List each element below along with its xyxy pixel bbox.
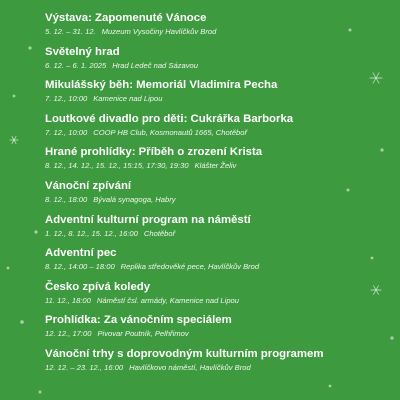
event-date: 8. 12., 14. 12., 15. 12., 15:15, 17:30, 19:30 — [45, 161, 189, 171]
event-date: 6. 12. – 6. 1. 2025 — [45, 60, 107, 70]
event-place: COOP HB Club, Kosmonautů 1665, Chotěboř — [93, 127, 248, 137]
event-details — [45, 362, 395, 373]
event-item — [45, 179, 395, 213]
event-place: Replika středověké pece, Havlíčkův Brod — [120, 262, 260, 272]
event-title: Česko zpívá koledy — [45, 280, 151, 293]
event-place: Chotěboř — [143, 228, 176, 238]
event-date: 5. 12. – 31. 12. — [45, 27, 96, 36]
event-title: Vánoční zpívání — [45, 179, 132, 192]
event-date: 8. 12., 14:00 – 18:00 — [45, 262, 115, 272]
event-item — [45, 78, 395, 112]
event-date: 8. 12., 18:00 — [45, 194, 88, 204]
snow-dot-icon — [39, 391, 42, 394]
snow-dot-icon — [20, 320, 24, 324]
event-title: Výstava: Zapomenuté Vánoce — [45, 12, 207, 24]
snow-dot-icon — [28, 46, 31, 49]
event-place: Bývalá synagoga, Habry — [93, 194, 176, 204]
event-item — [45, 11, 395, 45]
event-details — [45, 60, 395, 71]
event-item — [45, 280, 395, 314]
event-place: Pivovar Poutník, Pelhřimov — [97, 329, 189, 339]
event-title: Mikulášský běh: Memoriál Vladimíra Pecha — [45, 79, 278, 92]
snow-dot-icon — [34, 230, 37, 233]
event-details — [45, 160, 395, 171]
event-title: Hrané prohlídky: Příběh o zrození Krista — [45, 146, 263, 159]
event-item — [45, 313, 395, 347]
event-item — [45, 213, 395, 247]
event-item — [45, 45, 395, 79]
event-details — [45, 127, 395, 138]
event-list — [45, 11, 395, 381]
event-details — [45, 261, 395, 272]
event-title: Adventní pec — [45, 247, 117, 260]
event-date: 7. 12., 10:00 — [45, 94, 88, 104]
snow-dot-icon — [7, 267, 10, 270]
event-date: 7. 12., 10:00 — [45, 127, 88, 137]
event-details — [45, 295, 395, 306]
event-details — [45, 93, 395, 104]
snow-dot-icon — [329, 385, 332, 388]
event-title: Adventní kulturní program na náměstí — [45, 213, 251, 226]
event-details — [45, 26, 395, 37]
event-item — [45, 112, 395, 146]
event-details — [45, 228, 395, 239]
event-date: 1. 12., 8. 12., 15. 12., 16:00 — [45, 228, 138, 238]
event-date: 11. 12., 18:00 — [45, 295, 91, 305]
event-date: 12. 12., 17:00 — [45, 329, 92, 339]
event-title: Vánoční trhy s doprovodným kulturním programem — [45, 347, 324, 360]
event-place: Klášter Želiv — [194, 161, 237, 171]
event-date: 12. 12. – 23. 12., 16:00 — [45, 362, 124, 372]
event-place: Hrad Ledeč nad Sázavou — [112, 60, 198, 70]
event-title: Loutkové divadlo pro děti: Cukrářka Barborka — [45, 112, 294, 125]
event-place: Náměstí čsl. armády, Kamenice nad Lipou — [96, 295, 239, 305]
event-place: Havlíčkovo náměstí, Havlíčkův Brod — [129, 362, 251, 372]
event-details — [45, 328, 395, 339]
event-item — [45, 145, 395, 179]
event-details — [45, 194, 395, 205]
event-place: Kamenice nad Lipou — [93, 94, 163, 104]
snow-dot-icon — [13, 95, 16, 98]
event-item — [45, 246, 395, 280]
event-title: Prohlídka: Za vánočním speciálem — [45, 314, 232, 327]
event-item — [45, 347, 395, 381]
snowflake-icon — [10, 137, 18, 144]
event-title: Světelný hrad — [45, 45, 120, 58]
event-place: Muzeum Vysočiny Havlíčkův Brod — [101, 27, 217, 36]
